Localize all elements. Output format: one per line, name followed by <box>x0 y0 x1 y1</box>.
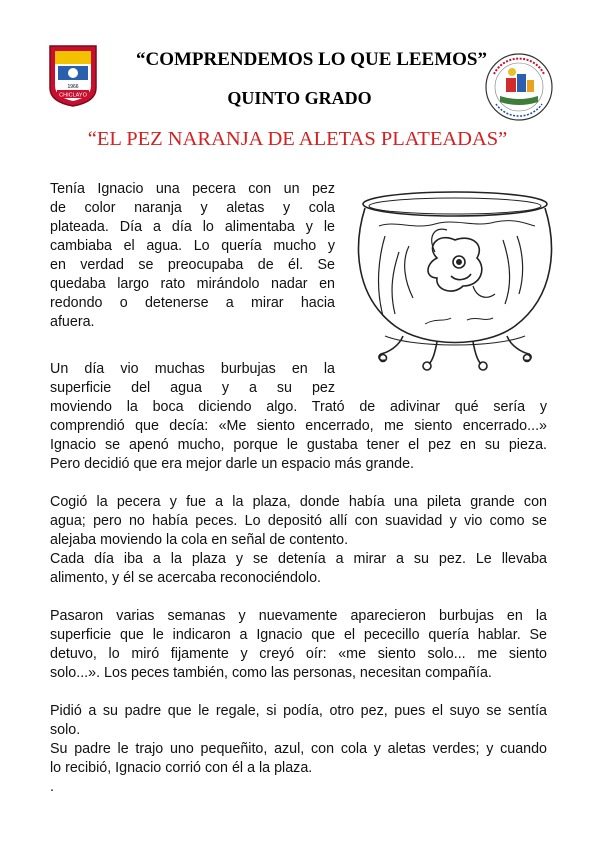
story-line: detuvo, lo miró fijamente y creyó oír: «me siento solo... me siento <box>50 646 547 662</box>
story-line: . <box>50 779 54 795</box>
grade-label: QUINTO GRADO <box>227 88 372 108</box>
story-line: afuera. <box>50 314 95 330</box>
story-line: en verdad se preocupaba de él. Se <box>50 257 335 273</box>
story-line: Tenía Ignacio una pecera con un pez <box>50 181 335 197</box>
story-line: lo recibió, Ignacio corrió con él a la plaza. <box>50 760 313 776</box>
story-line: Pasaron varias semanas y nuevamente aparecieron burbujas en la <box>50 608 547 624</box>
story-line: quedaba largo rato mirándolo nadar en <box>50 276 335 292</box>
worksheet-title: “COMPRENDEMOS LO QUE LEEMOS” <box>136 49 487 70</box>
school-logo-year: 1966 <box>67 84 79 90</box>
story-line: Un día vio muchas burbujas en la <box>50 361 335 377</box>
story-line: comprendió que decía: «Me siento encerrado, me siento encerrado...» <box>50 418 547 434</box>
story-line: Ignacio se apenó mucho, porque le gustaba tener el pez en su pieza. <box>50 437 547 453</box>
story-line: Su padre le trajo uno pequeñito, azul, con cola y aletas verdes; y cuando <box>50 741 547 757</box>
school-logo-text: CHICLAYO <box>59 92 87 99</box>
institution-seal <box>484 52 554 122</box>
story-line: Pidió a su padre que le regale, si podía, otro pez, pues el suyo se sentía <box>50 703 547 719</box>
story-line: solo...». Los peces también, como las personas, necesitan compañía. <box>50 665 492 681</box>
story-line: Pero decidió que era mejor darle un espacio más grande. <box>50 456 414 472</box>
story-line: plateada. Día a día lo alimentaba y le <box>50 219 335 235</box>
story-line: agua; pero no había peces. Lo depositó allí con suavidad y vio como se <box>50 513 547 529</box>
story-line: redondo o detenerse a mirar hacia <box>50 295 335 311</box>
fishbowl-illustration <box>355 186 555 376</box>
story-line: alejaba moviendo la cola en señal de contento. <box>50 532 349 548</box>
story-line: superficie que le indicaron a Ignacio que el pececillo quería hablar. Se <box>50 627 547 643</box>
story-line: Cogió la pecera y fue a la plaza, donde había una pileta grande con <box>50 494 547 510</box>
story-line: moviendo la boca diciendo algo. Trató de adivinar qué sería y <box>50 399 547 415</box>
story-title: “EL PEZ NARANJA DE ALETAS PLATEADAS” <box>87 128 508 150</box>
story-line: Cada día iba a la plaza y se detenía a mirar a su pez. Le llevaba <box>50 551 547 567</box>
story-line: alimento, y él se acercaba reconociéndolo. <box>50 570 322 586</box>
story-line: de color naranja y aletas y cola <box>50 200 335 216</box>
story-line: cambiaba el agua. Lo quería mucho y <box>50 238 335 254</box>
story-line: superficie del agua y a su pez <box>50 380 335 396</box>
story-line: solo. <box>50 722 81 738</box>
